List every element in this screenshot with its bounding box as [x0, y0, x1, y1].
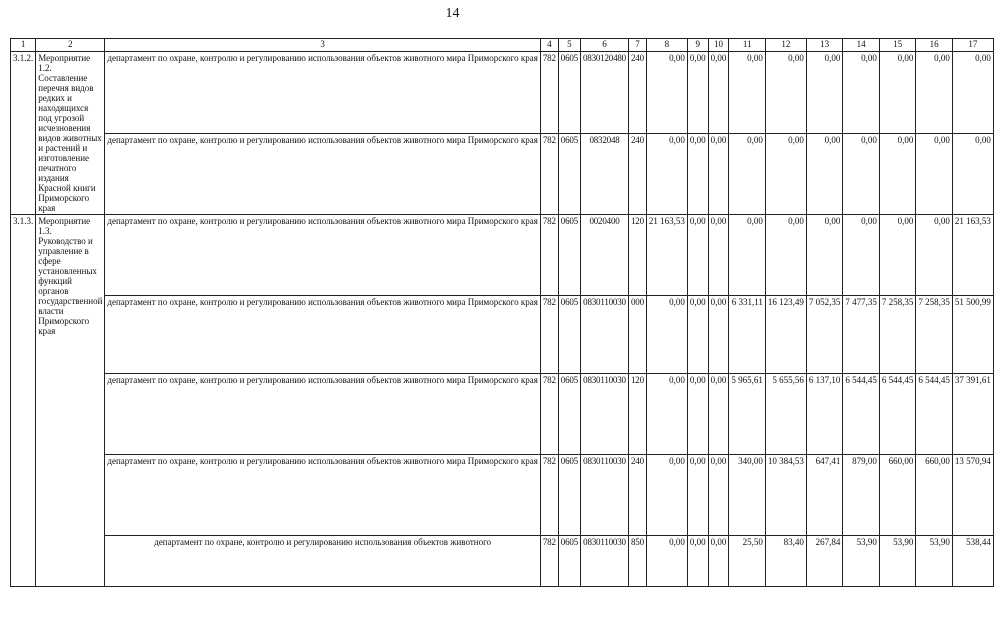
- header-row: [11, 39, 994, 52]
- header-cell: 5: [558, 39, 580, 52]
- amount-cell: 51 500,99: [952, 296, 993, 374]
- expense-type-cell: 240: [629, 52, 647, 134]
- amount-cell: 0,00: [806, 52, 843, 134]
- amount-cell: 0,00: [646, 455, 687, 536]
- section-code-cell: 0605: [558, 374, 580, 455]
- table-row: [11, 52, 994, 134]
- expense-type-cell: 120: [629, 215, 647, 296]
- amount-cell: 0,00: [646, 133, 687, 215]
- target-article-cell: 0830110030: [580, 374, 628, 455]
- executor-cell: департамент по охране, контролю и регулированию использования объектов животного мира Приморского края: [105, 52, 540, 134]
- expense-type-cell: 120: [629, 374, 647, 455]
- amount-cell: 6 137,10: [806, 374, 843, 455]
- amount-cell: 0,00: [687, 133, 708, 215]
- executor-cell: департамент по охране, контролю и регулированию использования объектов животного мира Приморского края: [105, 133, 540, 215]
- table-row: [11, 536, 994, 587]
- amount-cell: 0,00: [729, 133, 766, 215]
- target-article-cell: 0830110030: [580, 455, 628, 536]
- amount-cell: 13 570,94: [952, 455, 993, 536]
- amount-cell: 6 544,45: [879, 374, 916, 455]
- amount-cell: 5 655,56: [765, 374, 806, 455]
- amount-cell: 267,84: [806, 536, 843, 587]
- header-cell: 17: [952, 39, 993, 52]
- header-cell: 13: [806, 39, 843, 52]
- table-row: [11, 455, 994, 536]
- amount-cell: 0,00: [916, 215, 953, 296]
- amount-cell: 0,00: [687, 374, 708, 455]
- amount-cell: 879,00: [843, 455, 880, 536]
- amount-cell: 0,00: [729, 52, 766, 134]
- executor-cell: департамент по охране, контролю и регулированию использования объектов животного мира Приморского края: [105, 296, 540, 374]
- expense-type-cell: 850: [629, 536, 647, 587]
- table-row: [11, 133, 994, 215]
- amount-cell: 0,00: [765, 215, 806, 296]
- amount-cell: 5 965,61: [729, 374, 766, 455]
- amount-cell: 0,00: [879, 133, 916, 215]
- amount-cell: 0,00: [843, 215, 880, 296]
- header-cell: 9: [687, 39, 708, 52]
- header-cell: 8: [646, 39, 687, 52]
- amount-cell: 660,00: [879, 455, 916, 536]
- grbs-code-cell: 782: [540, 536, 558, 587]
- amount-cell: 0,00: [879, 215, 916, 296]
- header-cell: 11: [729, 39, 766, 52]
- header-cell: 3: [105, 39, 540, 52]
- amount-cell: 0,00: [879, 52, 916, 134]
- section-code-cell: 0605: [558, 215, 580, 296]
- grbs-code-cell: 782: [540, 296, 558, 374]
- amount-cell: 0,00: [806, 133, 843, 215]
- target-article-cell: 0830120480: [580, 52, 628, 134]
- amount-cell: 21 163,53: [646, 215, 687, 296]
- amount-cell: 0,00: [765, 52, 806, 134]
- amount-cell: 0,00: [843, 133, 880, 215]
- target-article-cell: 0830110030: [580, 536, 628, 587]
- amount-cell: 83,40: [765, 536, 806, 587]
- amount-cell: 0,00: [916, 133, 953, 215]
- target-article-cell: 0832048: [580, 133, 628, 215]
- amount-cell: 21 163,53: [952, 215, 993, 296]
- expense-type-cell: 240: [629, 455, 647, 536]
- amount-cell: 7 258,35: [879, 296, 916, 374]
- amount-cell: 0,00: [843, 52, 880, 134]
- header-cell: 7: [629, 39, 647, 52]
- amount-cell: 538,44: [952, 536, 993, 587]
- amount-cell: 0,00: [708, 133, 729, 215]
- section-code-cell: 0605: [558, 133, 580, 215]
- grbs-code-cell: 782: [540, 455, 558, 536]
- amount-cell: 0,00: [708, 296, 729, 374]
- grbs-code-cell: 782: [540, 52, 558, 134]
- item-code: 3.1.3.: [11, 215, 36, 587]
- table-row: [11, 215, 994, 296]
- amount-cell: 53,90: [843, 536, 880, 587]
- amount-cell: 0,00: [646, 52, 687, 134]
- amount-cell: 53,90: [879, 536, 916, 587]
- page-number: 14: [445, 6, 460, 21]
- amount-cell: 0,00: [806, 215, 843, 296]
- target-article-cell: 0020400: [580, 215, 628, 296]
- grbs-code-cell: 782: [540, 374, 558, 455]
- header-cell: 10: [708, 39, 729, 52]
- item-code: 3.1.2.: [11, 52, 36, 215]
- grbs-code-cell: 782: [540, 133, 558, 215]
- section-code-cell: 0605: [558, 296, 580, 374]
- header-cell: 4: [540, 39, 558, 52]
- table-row: [11, 296, 994, 374]
- amount-cell: 0,00: [952, 52, 993, 134]
- header-cell: 14: [843, 39, 880, 52]
- amount-cell: 7 052,35: [806, 296, 843, 374]
- amount-cell: 16 123,49: [765, 296, 806, 374]
- amount-cell: 0,00: [687, 455, 708, 536]
- amount-cell: 0,00: [646, 536, 687, 587]
- amount-cell: 6 544,45: [916, 374, 953, 455]
- amount-cell: 0,00: [916, 52, 953, 134]
- amount-cell: 0,00: [729, 215, 766, 296]
- amount-cell: 0,00: [687, 536, 708, 587]
- amount-cell: 7 477,35: [843, 296, 880, 374]
- amount-cell: 0,00: [708, 52, 729, 134]
- header-cell: 6: [580, 39, 628, 52]
- amount-cell: 340,00: [729, 455, 766, 536]
- amount-cell: 0,00: [646, 296, 687, 374]
- grbs-code-cell: 782: [540, 215, 558, 296]
- amount-cell: 660,00: [916, 455, 953, 536]
- executor-cell: департамент по охране, контролю и регулированию использования объектов животного мира Приморского края: [105, 374, 540, 455]
- header-cell: 15: [879, 39, 916, 52]
- amount-cell: 0,00: [952, 133, 993, 215]
- header-cell: 1: [11, 39, 36, 52]
- header-cell: 12: [765, 39, 806, 52]
- executor-cell: департамент по охране, контролю и регулированию использования объектов животного мира Приморского края: [105, 455, 540, 536]
- item-name: Мероприятие 1.3. Руководство и управление в сфере установленных функций органов государственной власти Приморского края: [36, 215, 105, 587]
- budget-table: [10, 38, 994, 587]
- amount-cell: 0,00: [646, 374, 687, 455]
- amount-cell: 0,00: [687, 215, 708, 296]
- amount-cell: 0,00: [765, 133, 806, 215]
- executor-cell: департамент по охране, контролю и регулированию использования объектов животного мира Приморского края: [105, 215, 540, 296]
- item-name: Мероприятие 1.2. Составление перечня видов редких и находящихся под угрозой исчезновения видов животных и растений и изготовление печатного издания Красной книги Приморского края: [36, 52, 105, 215]
- amount-cell: 0,00: [708, 374, 729, 455]
- executor-cell: департамент по охране, контролю и регулированию использования объектов животного: [105, 536, 540, 587]
- expense-type-cell: 000: [629, 296, 647, 374]
- amount-cell: 6 331,11: [729, 296, 766, 374]
- amount-cell: 0,00: [687, 52, 708, 134]
- section-code-cell: 0605: [558, 52, 580, 134]
- amount-cell: 0,00: [708, 215, 729, 296]
- amount-cell: 0,00: [687, 296, 708, 374]
- header-cell: 16: [916, 39, 953, 52]
- amount-cell: 0,00: [708, 536, 729, 587]
- amount-cell: 10 384,53: [765, 455, 806, 536]
- header-cell: 2: [36, 39, 105, 52]
- amount-cell: 0,00: [708, 455, 729, 536]
- section-code-cell: 0605: [558, 455, 580, 536]
- amount-cell: 53,90: [916, 536, 953, 587]
- amount-cell: 37 391,61: [952, 374, 993, 455]
- amount-cell: 7 258,35: [916, 296, 953, 374]
- target-article-cell: 0830110030: [580, 296, 628, 374]
- section-code-cell: 0605: [558, 536, 580, 587]
- table-row: [11, 374, 994, 455]
- amount-cell: 25,50: [729, 536, 766, 587]
- expense-type-cell: 240: [629, 133, 647, 215]
- amount-cell: 6 544,45: [843, 374, 880, 455]
- amount-cell: 647,41: [806, 455, 843, 536]
